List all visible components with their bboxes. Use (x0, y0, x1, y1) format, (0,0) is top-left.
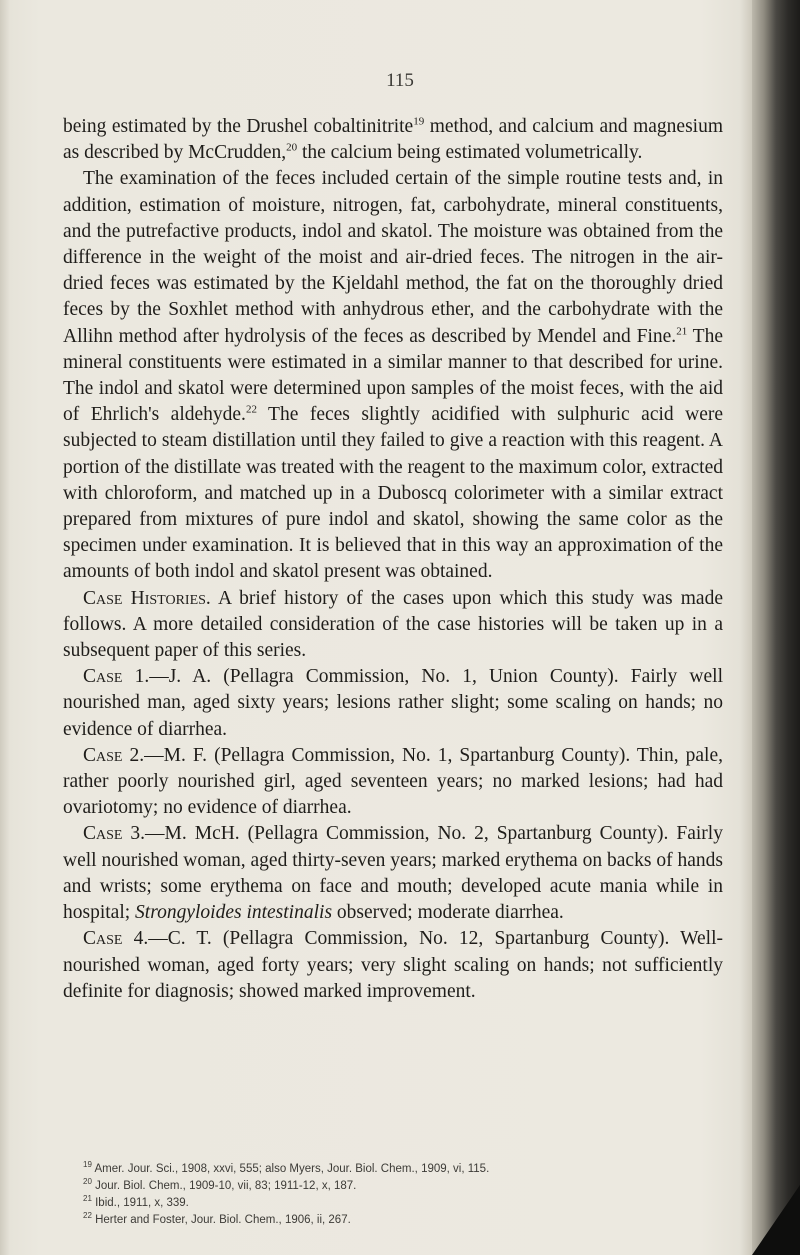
footnote (83, 1195, 723, 1212)
section-heading: Case 3. (83, 823, 146, 845)
footnote-number: 22 (83, 1211, 92, 1221)
footnote-text: Herter and Foster, Jour. Biol. Chem., 1906, ii, 267. (95, 1214, 351, 1226)
text-run: —M. McH. (Pellagra Commission, No. 2, Spartanburg County). Fairly well nourished woman, aged thirty-seven years; marked erythema on backs of hands and wrists; some erythema on face and mouth; developed acute mania while in hospital; (63, 823, 723, 924)
text-run: The feces slightly acidified with sulphuric acid were subjected to steam distillation until they failed to give a reaction with this reagent. A portion of the distillate was treated with the reagent to the maximum color, extracted with chloroform, and matched up in a Duboscq colorimeter with a similar extract prepared from mixtures of pure indol and skatol, showing the same color as the specimen under examination. It is believed that in this way an approximation of the amounts of both indol and skatol present was obtained. (63, 404, 723, 583)
section-heading: Case 2. (83, 744, 145, 766)
footnote-number: 21 (83, 1194, 92, 1204)
footnote-number: 20 (83, 1177, 92, 1187)
paragraph-case-1 (63, 664, 723, 743)
text-run: The examination of the feces included certain of the simple routine tests and, in addition, estimation of moisture, nitrogen, fat, carbohydrate, mineral constituents, and the putrefactive products, indol and skatol. The moisture was obtained from the difference in the weight of the moist and air-dried feces. The nitrogen in the air-dried feces was estimated by the Kjeldahl method, the fat on the thoroughly dried feces by the Soxhlet method with anhydrous ether, and the carbohydrate with the Allihn method after hydrolysis of the feces as described by Mendel and Fine. (63, 168, 723, 347)
footnotes (83, 1161, 723, 1229)
footnote-text: Jour. Biol. Chem., 1909-10, vii, 83; 1911-12, x, 187. (95, 1180, 357, 1192)
footnote (83, 1212, 723, 1229)
section-heading: Case 4. (83, 928, 149, 950)
text-run: A brief history of the cases upon which this study was made follows. A more detailed consideration of the case histories will be taken up in a subsequent paper of this series. (63, 587, 723, 662)
footnote-number: 19 (83, 1160, 92, 1170)
paragraph-intro (63, 114, 723, 166)
text-run: observed; moderate diarrhea. (332, 902, 564, 924)
paragraph-case-histories (63, 586, 723, 665)
footnote (83, 1161, 723, 1178)
footnote-ref: 20 (286, 141, 298, 154)
paragraph-case-4 (63, 926, 723, 1005)
footnote-ref: 19 (413, 115, 425, 128)
body-text (63, 114, 723, 1005)
footnote-text: Amer. Jour. Sci., 1908, xxvi, 555; also Myers, Jour. Biol. Chem., 1909, vi, 115. (94, 1163, 490, 1175)
footnote-ref: 22 (245, 403, 257, 416)
text-run: The mineral constituents were estimated in a similar manner to that described for urine. The indol and skatol were determined upon samples of the moist feces, with the aid of Ehrlich's aldehyde. (63, 325, 723, 426)
footnote (83, 1178, 723, 1195)
text-run: being estimated by the Drushel cobaltinitrite (63, 116, 414, 137)
text-run: —M. F. (Pellagra Commission, No. 1, Spartanburg County). Thin, pale, rather poorly nourished girl, aged seventeen years; no marked lesions; had had ovariotomy; no evidence of diarrhea. (63, 744, 723, 819)
section-heading: Case Histories. (83, 587, 211, 609)
paragraph-case-2 (63, 743, 723, 822)
page-corner-shadow (752, 1185, 800, 1255)
text-run: the calcium being estimated volumetrically. (297, 142, 643, 164)
text-run: —J. A. (Pellagra Commission, No. 1, Union County). Fairly well nourished man, aged sixty years; lesions rather slight; some scaling on hands; no evidence of diarrhea. (63, 666, 723, 740)
footnote-ref: 21 (676, 325, 688, 338)
section-heading: Case 1. (83, 666, 150, 688)
text-run: method, and calcium and magnesium as described by McCrudden, (63, 116, 723, 164)
book-binding-edge (752, 0, 800, 1255)
paragraph-feces (63, 166, 723, 585)
paragraph-case-3 (63, 821, 723, 926)
text-run: —C. T. (Pellagra Commission, No. 12, Spartanburg County). Well-nourished woman, aged forty years; very slight scaling on hands; not sufficiently definite for diagnosis; showed marked improvement. (63, 928, 723, 1002)
italic-term: Strongyloides intestinalis (135, 902, 333, 924)
footnote-text: Ibid., 1911, x, 339. (95, 1197, 189, 1209)
page-number: 115 (386, 70, 414, 91)
